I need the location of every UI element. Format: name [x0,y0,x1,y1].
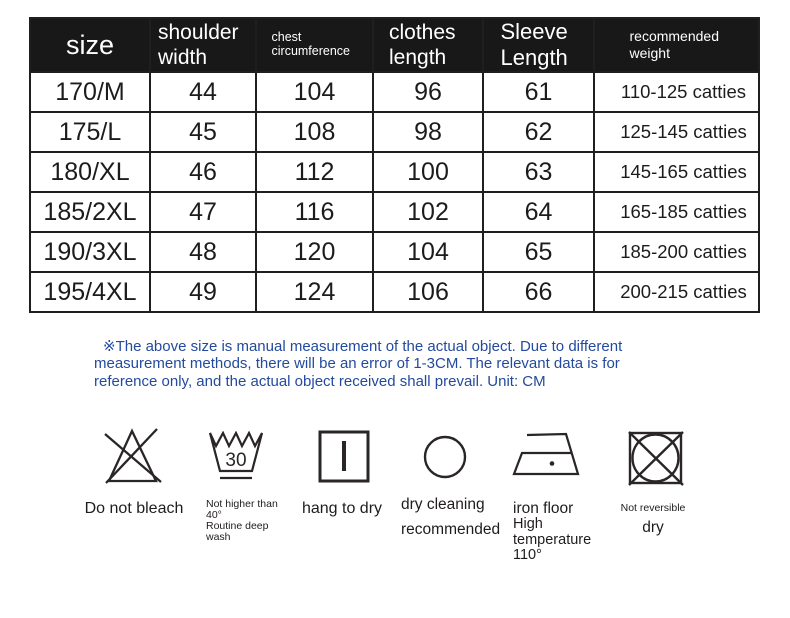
table-cell: 108 [256,112,373,152]
care-label: hang to dry [301,500,383,517]
table-cell: 195/4XL [30,272,150,312]
table-cell: 46 [150,152,256,192]
table-header-row [30,18,759,72]
table-cell: 165-185 catties [594,192,759,232]
table-cell: 116 [256,192,373,232]
table-cell: 124 [256,272,373,312]
dry-cleaning-icon [423,435,467,479]
table-cell: 125-145 catties [594,112,759,152]
table-cell: 100 [373,152,483,192]
care-label: dry [642,519,664,536]
iron-low-temperature-icon [512,432,580,477]
table-cell: 104 [373,232,483,272]
col-header-recommended-weight: recommended weight [594,18,759,72]
table-cell: 45 [150,112,256,152]
col-header-shoulder-width: shoulder width [150,18,256,72]
table-cell: 96 [373,72,483,112]
do-not-bleach-icon [103,428,163,484]
wash-30-icon [208,431,264,481]
table-cell: 64 [483,192,594,232]
table-row [30,272,759,312]
table-cell: 110-125 catties [594,72,759,112]
table-row [30,232,759,272]
table-cell: 175/L [30,112,150,152]
col-header-chest-circumference: chest circumference [256,18,373,72]
table-cell: 48 [150,232,256,272]
table-row [30,152,759,192]
table-cell: 190/3XL [30,232,150,272]
table-cell: 61 [483,72,594,112]
table-row [30,112,759,152]
note-line: measurement methods, there will be an error of 1-3CM. The relevant data is for [94,355,620,373]
table-cell: 98 [373,112,483,152]
table-cell: 63 [483,152,594,192]
col-header-size: size [30,18,150,72]
table-cell: 65 [483,232,594,272]
table-row [30,192,759,232]
table-cell: 120 [256,232,373,272]
measurement-note [94,338,694,390]
table-cell: 112 [256,152,373,192]
table-cell: 185/2XL [30,192,150,232]
care-sublabel: Not reversible [620,502,686,514]
care-sublabel-line: Not higher than 40° [206,498,278,521]
table-cell: 106 [373,272,483,312]
care-label [206,499,292,543]
table-cell: 66 [483,272,594,312]
table-cell: 170/M [30,72,150,112]
table-cell: 49 [150,272,256,312]
care-sublabel-line: Routine deep wash [206,520,269,543]
do-not-tumble-dry-icon [627,430,685,487]
table-cell: 102 [373,192,483,232]
care-label: dry cleaning [401,496,485,513]
table-row [30,72,759,112]
size-table [29,17,760,313]
care-label: Do not bleach [84,500,184,517]
table-cell: 44 [150,72,256,112]
care-sublabel: recommended [401,521,501,538]
table-cell: 200-215 catties [594,272,759,312]
note-line: ※The above size is manual measurement of the actual object. Due to different [103,338,623,355]
table-cell: 47 [150,192,256,232]
col-header-sleeve-length: Sleeve Length [483,18,594,72]
wash-temperature-text: 30 [225,450,247,471]
table-cell: 185-200 catties [594,232,759,272]
table-cell: 145-165 catties [594,152,759,192]
table-cell: 104 [256,72,373,112]
care-sublabel: High temperature 110° [513,516,592,563]
col-header-clothes-length: clothes length [373,18,483,72]
note-line: reference only, and the actual object received shall prevail. Unit: CM [94,372,546,390]
hang-to-dry-icon [318,430,370,483]
table-cell: 62 [483,112,594,152]
table-cell: 180/XL [30,152,150,192]
care-label: iron floor [513,500,574,517]
